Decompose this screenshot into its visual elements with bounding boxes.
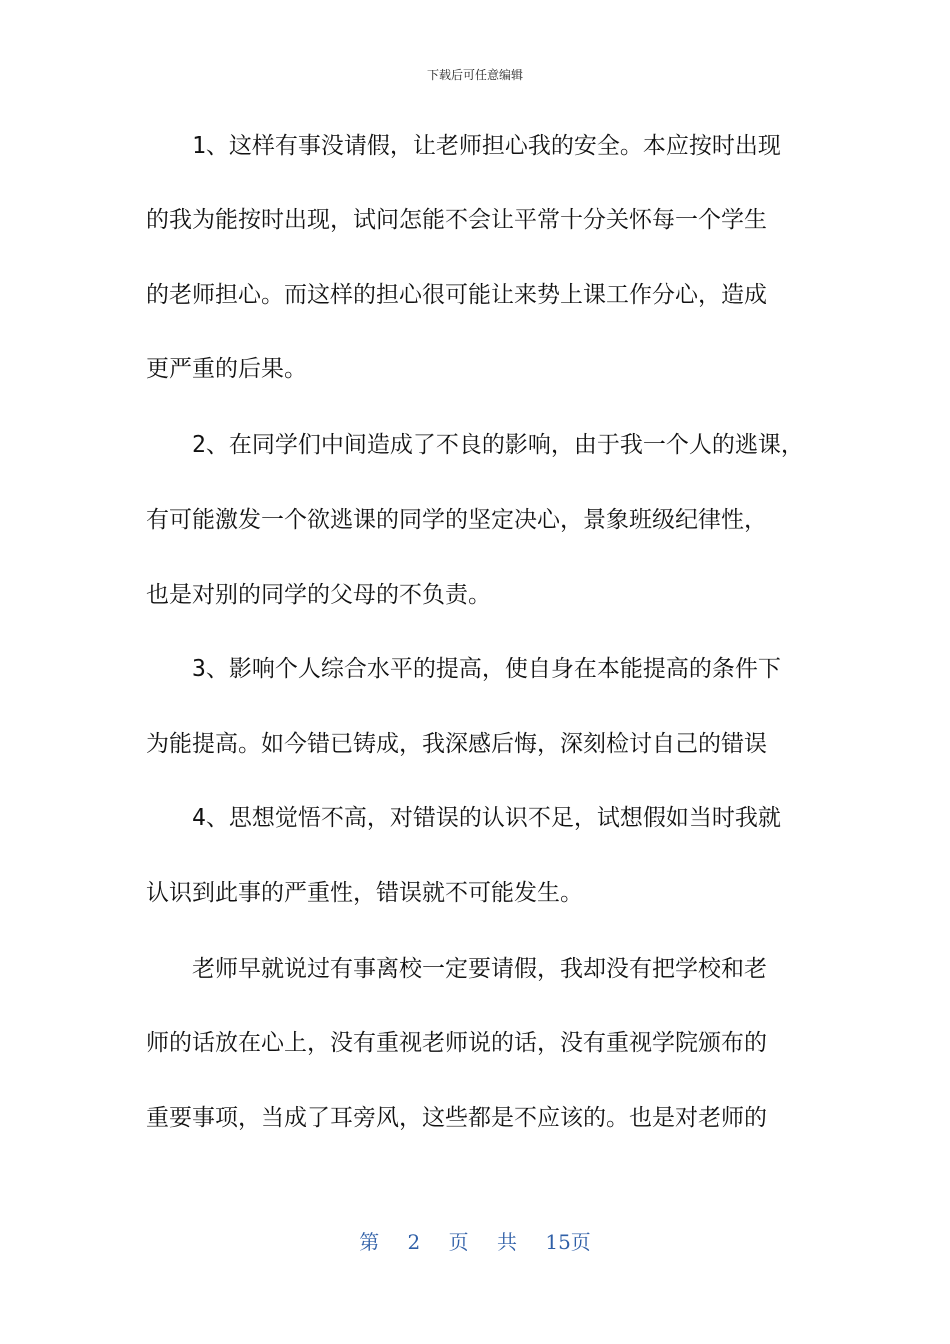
body-line: 老师早就说过有事离校一定要请假，我却没有把学校和老	[146, 956, 767, 982]
body-line: 为能提高。如今错已铸成，我深感后悔，深刻检讨自己的错误	[146, 731, 767, 757]
body-line: 3、影响个人综合水平的提高，使自身在本能提高的条件下	[146, 656, 781, 682]
body-line: 师的话放在心上，没有重视老师说的话，没有重视学院颁布的	[146, 1030, 767, 1056]
body-line: 有可能激发一个欲逃课的同学的坚定决心，景象班级纪律性，	[146, 507, 767, 533]
body-line: 2、在同学们中间造成了不良的影响，由于我一个人的逃课，	[146, 432, 804, 458]
body-line: 更严重的后果。	[146, 356, 307, 382]
body-line: 认识到此事的严重性，错误就不可能发生。	[146, 880, 583, 906]
footer-label-di: 第	[359, 1230, 380, 1254]
body-line: 4、思想觉悟不高，对错误的认识不足，试想假如当时我就	[146, 805, 781, 831]
body-line: 也是对别的同学的父母的不负责。	[146, 582, 491, 608]
body-line: 的我为能按时出现，试问怎能不会让平常十分关怀每一个学生	[146, 207, 767, 233]
body-line: 重要事项，当成了耳旁风，这些都是不应该的。也是对老师的	[146, 1105, 767, 1131]
page-header: 下载后可任意编辑	[426, 68, 523, 82]
body-line: 1、这样有事没请假，让老师担心我的安全。本应按时出现	[146, 133, 781, 159]
footer-label-gong: 共	[497, 1230, 517, 1254]
footer-label-ye: 页	[448, 1230, 469, 1254]
footer-total-pages: 15页	[545, 1230, 591, 1254]
body-line: 的老师担心。而这样的担心很可能让来势上课工作分心，造成	[146, 282, 767, 308]
page-footer	[0, 1226, 950, 1255]
footer-current-page: 2	[407, 1230, 421, 1254]
